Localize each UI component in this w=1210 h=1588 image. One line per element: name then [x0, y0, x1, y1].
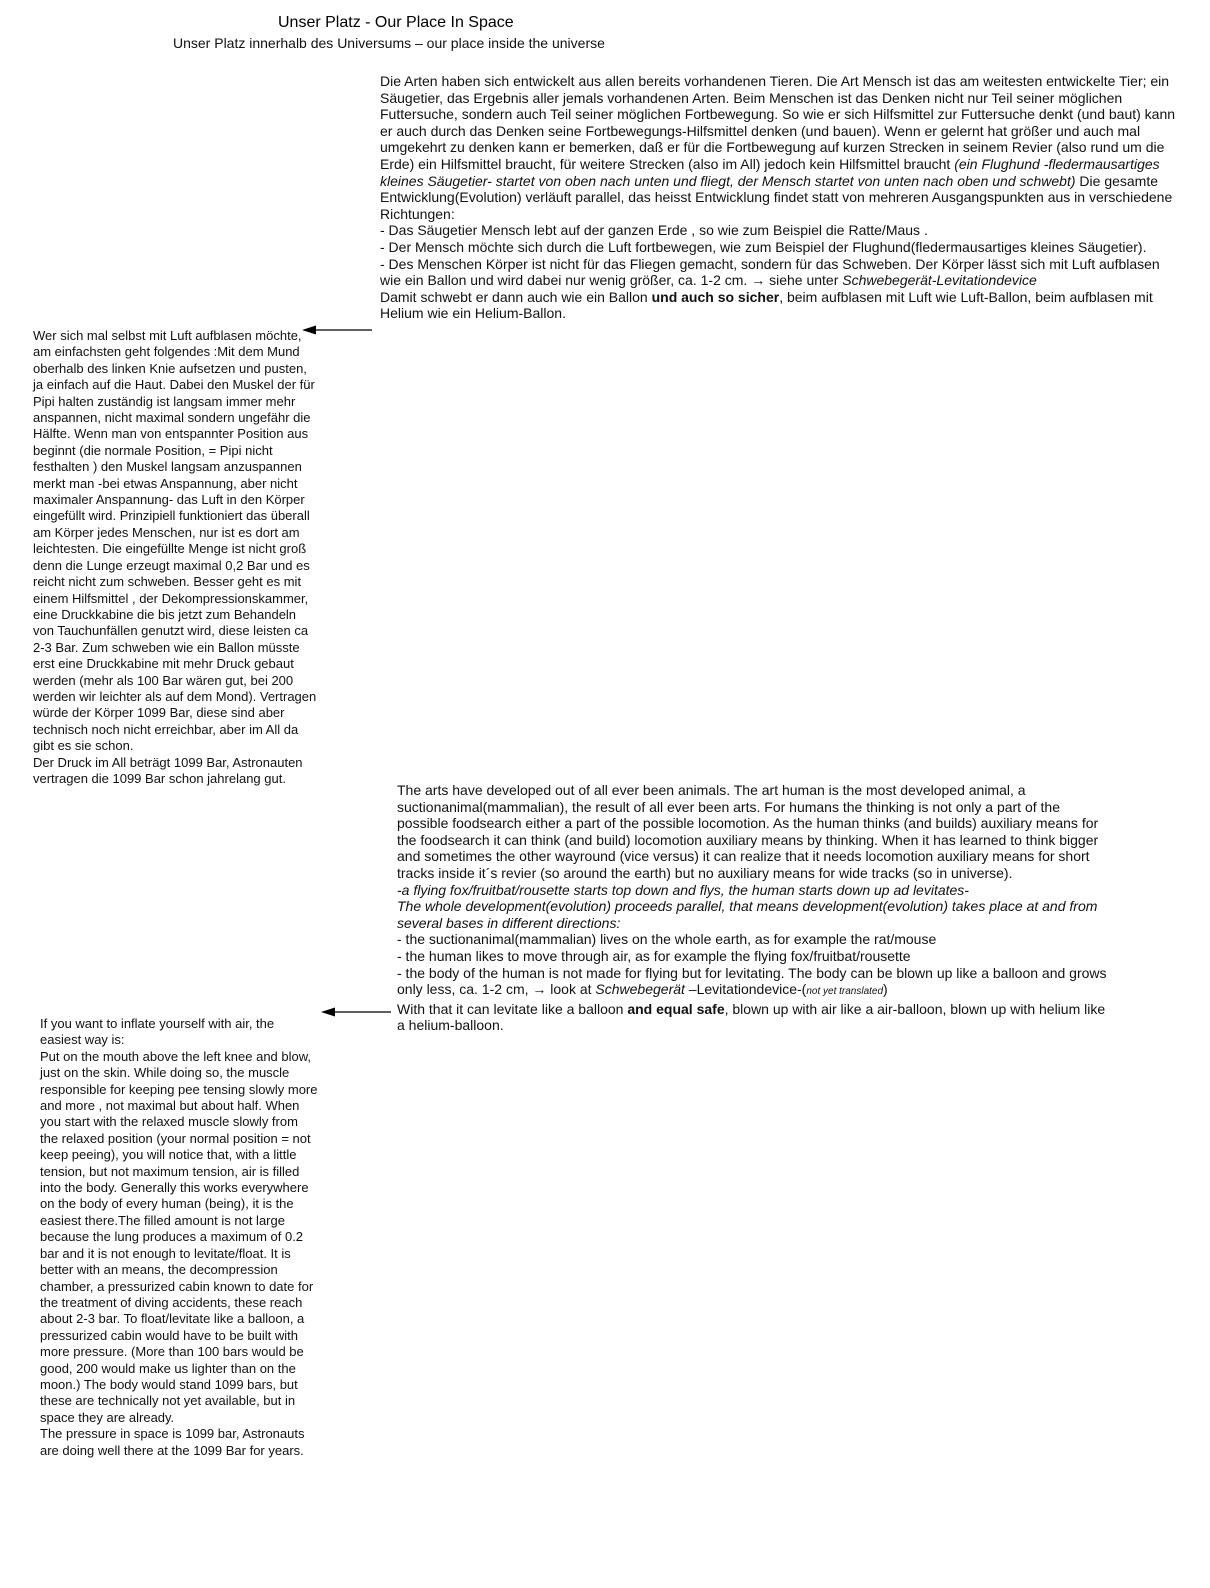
- german-side-note: [33, 328, 318, 787]
- german-closing-paragraph: Damit schwebt er dann auch wie ein Ballon und auch so sicher, beim aufblasen mit Luft wie Luft-Ballon, beim aufblasen mit Helium wie ein Helium-Ballon.: [380, 288, 1153, 322]
- english-italic-line: -a flying fox/fruitbat/rousette starts top down and flys, the human starts down up ad levitates-: [397, 881, 969, 898]
- english-list-item: - the suctionanimal(mammalian) lives on the whole earth, as for example the rat/mouse: [397, 931, 937, 948]
- german-main-text: [380, 73, 1180, 322]
- german-side-paragraph: Wer sich mal selbst mit Luft aufblasen möchte, am einfachsten geht folgendes :Mit dem Mund oberhalb des linken Knie aufsetzen und pusten, ja einfach auf die Haut. Dabei den Muskel der für Pipi halten zuständig ist langsam immer mehr anspannen, nicht maximal sondern ungefähr die Hälfte. Wenn man von entspannter Position aus beginnt (die normale Position, = Pipi nicht festhalten ) den Muskel langsam anzuspannen merkt man -bei etwas Anspannung, aber nicht maximaler Anspannung- das Luft in den Körper eingefüllt wird. Prinzipiell funktioniert das überall am Körper jedes Menschen, nur ist es dort am leichtesten. Die eingefüllte Menge ist nicht groß denn die Lunge erzeugt maximal 0,2 Bar und es reicht nicht zum schweben. Besser geht es mit einem Hilfsmittel , der Dekompressionskammer, eine Druckkabine die bis jetzt zum Behandeln von Tauchunfällen genutzt wird, diese leisten ca 2-3 Bar. Zum schweben wie ein Ballon müsste erst eine Druckkabine mit mehr Druck gebaut werden (mehr als 100 Bar wären gut, bei 200 werden wir leichter als auf dem Mond). Vertragen würde der Körper 1099 Bar, diese sind aber technisch noch nicht erreichbar, aber im All da gibt es sie schon.: [33, 328, 317, 754]
- english-list-item: - the body of the human is not made for flying but for levitating. The body can be blown up like a balloon and grows only less, ca. 1-2 cm, → look at Schwebegerät –Levitationdevice-(not yet translated): [397, 964, 1107, 998]
- page-subtitle: Unser Platz innerhalb des Universums – our place inside the universe: [173, 35, 605, 51]
- left-arrow-icon: [321, 1007, 391, 1017]
- english-italic-paragraph: The whole development(evolution) proceeds parallel, that means development(evolution) takes place at and from several bases in different directions:: [397, 898, 1098, 931]
- german-list-item: - Der Mensch möchte sich durch die Luft fortbewegen, wie zum Beispiel der Flughund(fledermausartiges kleines Säugetier).: [380, 238, 1147, 255]
- english-main-text: [397, 782, 1107, 1034]
- english-side-paragraph: Put on the mouth above the left knee and blow, just on the skin. While doing so, the muscle responsible for keeping pee tensing slowly more and more , not maximal but about half. When you start with the relaxed muscle slowly from the relaxed position (your normal position = not keep peeing), you will notice that, with a little tension, but not maximum tension, air is filled into the body. Generally this works everywhere on the body of every human (being), it is the easiest there.The filled amount is not large because the lung produces a maximum of 0.2 bar and it is not enough to levitate/float. It is better with an means, the decompression chamber, a pressurized cabin known to date for the treatment of diving accidents, these reach about 2-3 bar. To float/levitate like a balloon, a pressurized cabin would have to be built with more pressure. (More than 100 bars would be good, 200 would make us lighter than on the moon.) The body would stand 1099 bars, but these are technically not yet available, but in space they are already.: [40, 1048, 318, 1425]
- german-list-item: - Des Menschen Körper ist nicht für das Fliegen gemacht, sondern für das Schweben. Der Körper lässt sich mit Luft aufblasen wie ein Ballon und wird dabei nur wenig größer, ca. 1-2 cm. → siehe unter Schwebegerät-Levitationdevice: [380, 255, 1160, 289]
- english-side-note: [40, 1016, 318, 1459]
- english-side-paragraph: If you want to inflate yourself with air, the easiest way is:: [40, 1016, 275, 1048]
- german-side-paragraph: Der Druck im All beträgt 1099 Bar, Astronauten vertragen die 1099 Bar schon jahrelang gut.: [33, 754, 303, 786]
- german-list-item: - Das Säugetier Mensch lebt auf der ganzen Erde , so wie zum Beispiel die Ratte/Maus .: [380, 222, 928, 239]
- english-side-paragraph: The pressure in space is 1099 bar, Astronauts are doing well there at the 1099 Bar for years.: [40, 1426, 305, 1458]
- german-intro-paragraph: Die Arten haben sich entwickelt aus allen bereits vorhandenen Tieren. Die Art Mensch ist das am weitesten entwickelte Tier; ein Säugetier, das Ergebnis aller jemals vorhandenen Arten. Beim Menschen ist das Denken nicht nur Teil seiner möglichen Futtersuche, sondern auch Teil seiner möglichen Fortbewegung. So wie er sich Hilfsmittel zur Futtersuche denkt (und baut) kann er auch durch das Denken seine Fortbewegungs-Hilfsmittel denken (und bauen). Wenn er gelernt hat größer und auch mal umgekehrt zu denken kann er bemerken, daß er für die Fortbewegung auf kurzen Strecken in seinem Revier (also rund um die Erde) ein Hilfsmittel braucht, für weitere Strecken (also im All) jedoch kein Hilfsmittel braucht (ein Flughund -fledermausartiges kleines Säugetier- startet von oben nach unten und fliegt, der Mensch startet von unten nach oben und schwebt) Die gesamte Entwicklung(Evolution) verläuft parallel, das heisst Entwicklung findet statt von mehreren Ausgangspunkten aus in verschiedene Richtungen:: [380, 73, 1176, 222]
- english-intro-paragraph: The arts have developed out of all ever been animals. The art human is the most developed animal, a suctionanimal(mammalian), the result of all ever been arts. For humans the thinking is not only a part of the possible foodsearch either a part of the possible locomotion. As the human thinks (and builds) auxiliary means for the foodsearch it can think (and build) locomotion auxiliary means by thinking. When it has learned to think bigger and sometimes the other wayround (vice versus) it can realize that it needs locomotion auxiliary means for short tracks inside it´s revier (so around the earth) but no auxiliary means for wide tracks (so in universe).: [397, 782, 1099, 881]
- page-title: Unser Platz - Our Place In Space: [278, 14, 514, 31]
- english-closing-paragraph: With that it can levitate like a balloon and equal safe, blown up with air like a air-balloon, blown up with helium like a helium-balloon.: [397, 1000, 1106, 1034]
- english-list-item: - the human likes to move through air, as for example the flying fox/fruitbat/rousette: [397, 947, 911, 964]
